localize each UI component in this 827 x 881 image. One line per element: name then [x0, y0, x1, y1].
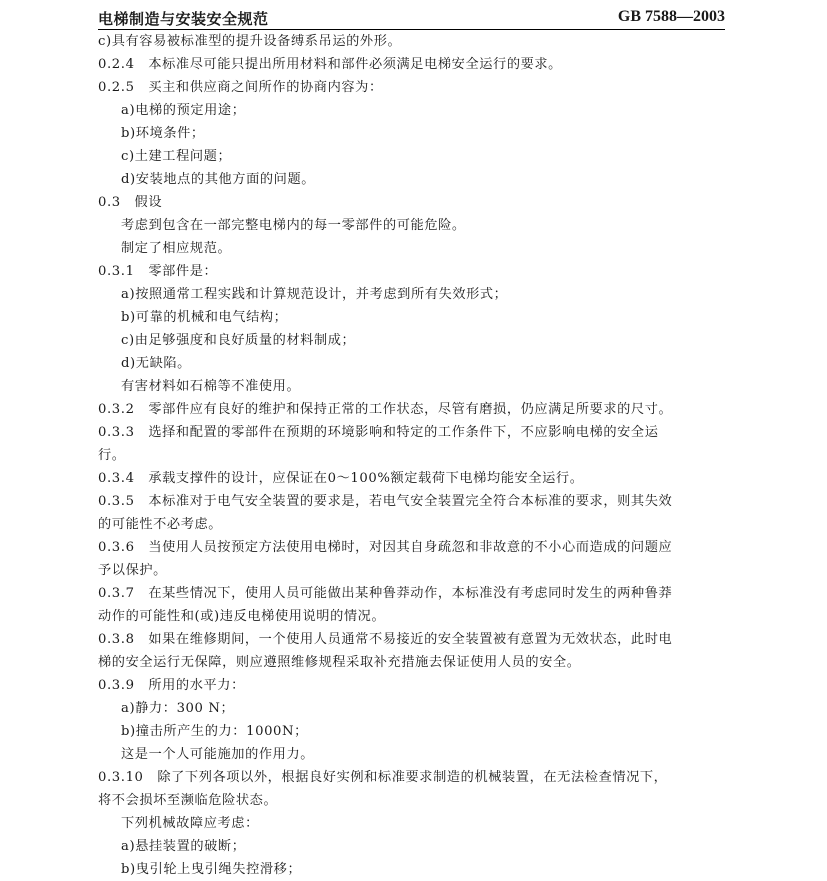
text-line: 0.3.5 本标准对于电气安全装置的要求是，若电气安全装置完全符合本标准的要求，则其失效 — [98, 494, 673, 509]
text-line: c)土建工程问题； — [121, 149, 232, 164]
text-line: 0.3.10 除了下列各项以外，根据良好实例和标准要求制造的机械装置，在无法检查情况下， — [98, 770, 668, 785]
text-line: d)无缺陷。 — [121, 356, 191, 371]
text-line: d)安装地点的其他方面的问题。 — [121, 172, 316, 187]
text-line: 0.3.7 在某些情况下，使用人员可能做出某种鲁莽动作，本标准没有考虑同时发生的两种鲁莽 — [98, 586, 673, 601]
text-line: 的可能性不必考虑。 — [98, 517, 223, 532]
text-line: 0.3.2 零部件应有良好的维护和保持正常的工作状态，尽管有磨损，仍应满足所要求的尺寸。 — [98, 402, 673, 417]
text-line: 有害材料如石棉等不准使用。 — [121, 379, 301, 394]
text-line: 动作的可能性和(或)违反电梯使用说明的情况。 — [98, 609, 386, 624]
text-line: 予以保护。 — [98, 563, 167, 578]
text-line: 行。 — [98, 448, 126, 463]
text-line: 这是一个人可能施加的作用力。 — [121, 747, 315, 762]
text-line: 0.3 假设 — [98, 195, 163, 210]
standard-number: GB 7588—2003 — [617, 8, 725, 25]
text-line: 梯的安全运行无保障，则应遵照维修规程采取补充措施去保证使用人员的安全。 — [98, 655, 581, 670]
text-line: 下列机械故障应考虑： — [121, 816, 259, 831]
text-line: 0.3.4 承载支撑件的设计，应保证在0～100%额定载荷下电梯均能安全运行。 — [98, 471, 584, 486]
text-line: 0.3.8 如果在维修期间，一个使用人员通常不易接近的安全装置被有意置为无效状态，此时电 — [98, 632, 673, 647]
text-line: 制定了相应规范。 — [121, 241, 232, 256]
text-line: 将不会损坏至濒临危险状态。 — [98, 793, 278, 808]
text-line: 考虑到包含在一部完整电梯内的每一零部件的可能危险。 — [121, 218, 466, 233]
document-body — [98, 30, 728, 881]
text-line: a)静力：300 N； — [121, 701, 235, 716]
text-line: 0.3.3 选择和配置的零部件在预期的环境影响和特定的工作条件下，不应影响电梯的安全运 — [98, 425, 659, 440]
text-line: a)电梯的预定用途； — [121, 103, 246, 118]
text-line: 0.2.5 买主和供应商之间所作的协商内容为： — [98, 80, 383, 95]
document-title: 电梯制造与安装安全规范 — [98, 10, 269, 28]
text-line: b)曳引轮上曳引绳失控滑移； — [121, 862, 302, 877]
text-line: c)具有容易被标准型的提升设备缚系吊运的外形。 — [98, 34, 402, 49]
text-line: 0.3.1 零部件是： — [98, 264, 218, 279]
text-line: a)悬挂装置的破断； — [121, 839, 246, 854]
page-header — [98, 6, 725, 30]
text-line: b)撞击所产生的力：1000N； — [121, 724, 308, 739]
text-line: b)环境条件； — [121, 126, 205, 141]
text-line: 0.3.6 当使用人员按预定方法使用电梯时，对因其自身疏忽和非故意的不小心而造成的问题应 — [98, 540, 673, 555]
text-line: 0.2.4 本标准尽可能只提出所用材料和部件必须满足电梯安全运行的要求。 — [98, 57, 562, 72]
text-line: b)可靠的机械和电气结构； — [121, 310, 288, 325]
text-line: a)按照通常工程实践和计算规范设计，并考虑到所有失效形式； — [121, 287, 508, 302]
text-line: 0.3.9 所用的水平力： — [98, 678, 245, 693]
text-line: c)由足够强度和良好质量的材料制成； — [121, 333, 356, 348]
